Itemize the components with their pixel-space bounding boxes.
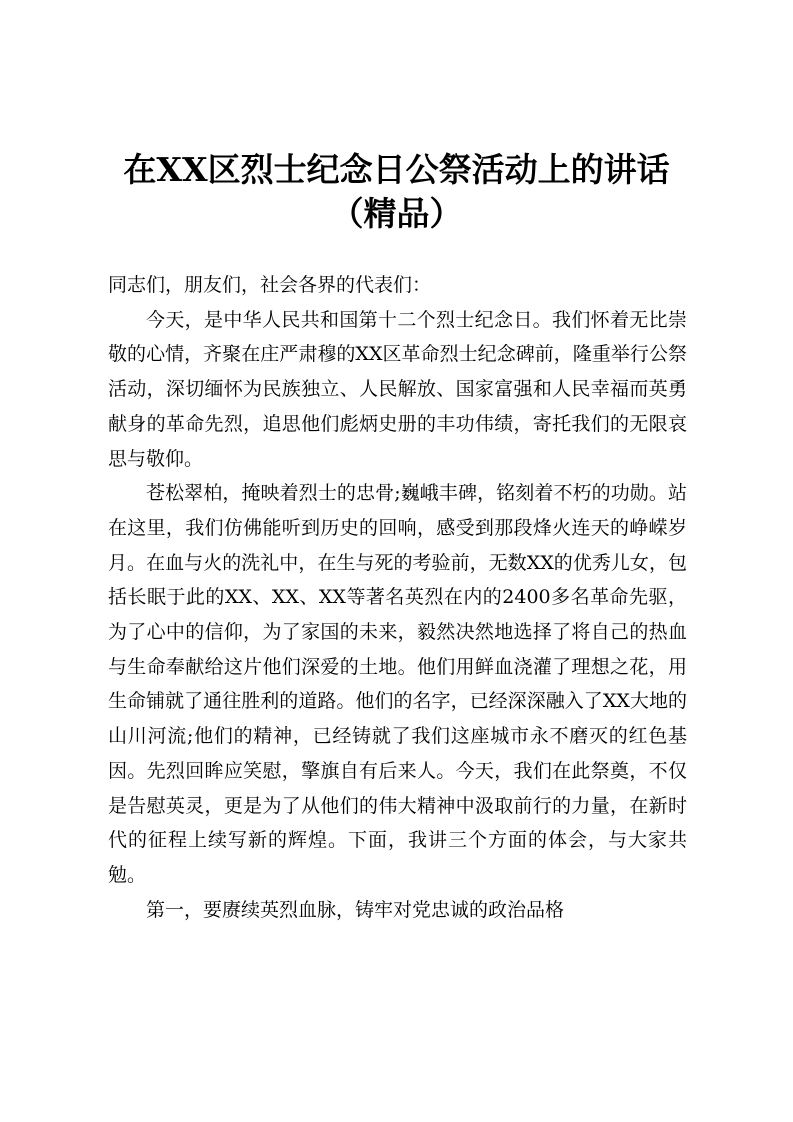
document-title: 在XX区烈士纪念日公祭活动上的讲话（精品） xyxy=(123,150,670,233)
salutation: 同志们，朋友们，社会各界的代表们： xyxy=(108,274,432,296)
paragraph: 苍松翠柏，掩映着烈士的忠骨;巍峨丰碑，铭刻着不朽的功勋。站在这里，我们仿佛能听到历史的回响，感受到那段烽火连天的峥嵘岁月。在血与火的洗礼中，在生与死的考验前，无数XX的优秀儿女，包括长眠于此的XX、XX、XX等著名英烈在内的2400多名革命先驱，为了心中的信仰，为了家国的未来，毅然决然地选择了将自己的热血与生命奉献给这片他们深爱的土地。他们用鲜血浇灌了理想之花，用生命铺就了通往胜利的道路。他们的名字，已经深深融入了XX大地的山川河流;他们的精神，已经铸就了我们这座城市永不磨灭的红色基因。先烈回眸应笑慰，擎旗自有后来人。今天，我们在此祭奠，不仅是告慰英灵，更是为了从他们的伟大精神中汲取前行的力量，在新时代的征程上续写新的辉煌。下面，我讲三个方面的体会，与大家共勉。 xyxy=(108,482,687,886)
section-heading: 第一，要赓续英烈血脉，铸牢对党忠诚的政治品格 xyxy=(146,898,565,921)
document-body xyxy=(108,268,687,927)
paragraph: 今天，是中华人民共和国第十二个烈士纪念日。我们怀着无比崇敬的心情，齐聚在庄严肃穆的XX区革命烈士纪念碑前，隆重举行公祭活动，深切缅怀为民族独立、人民解放、国家富强和人民幸福而英勇献身的革命先烈，追思他们彪炳史册的丰功伟绩，寄托我们的无限哀思与敬仰。 xyxy=(108,308,687,470)
